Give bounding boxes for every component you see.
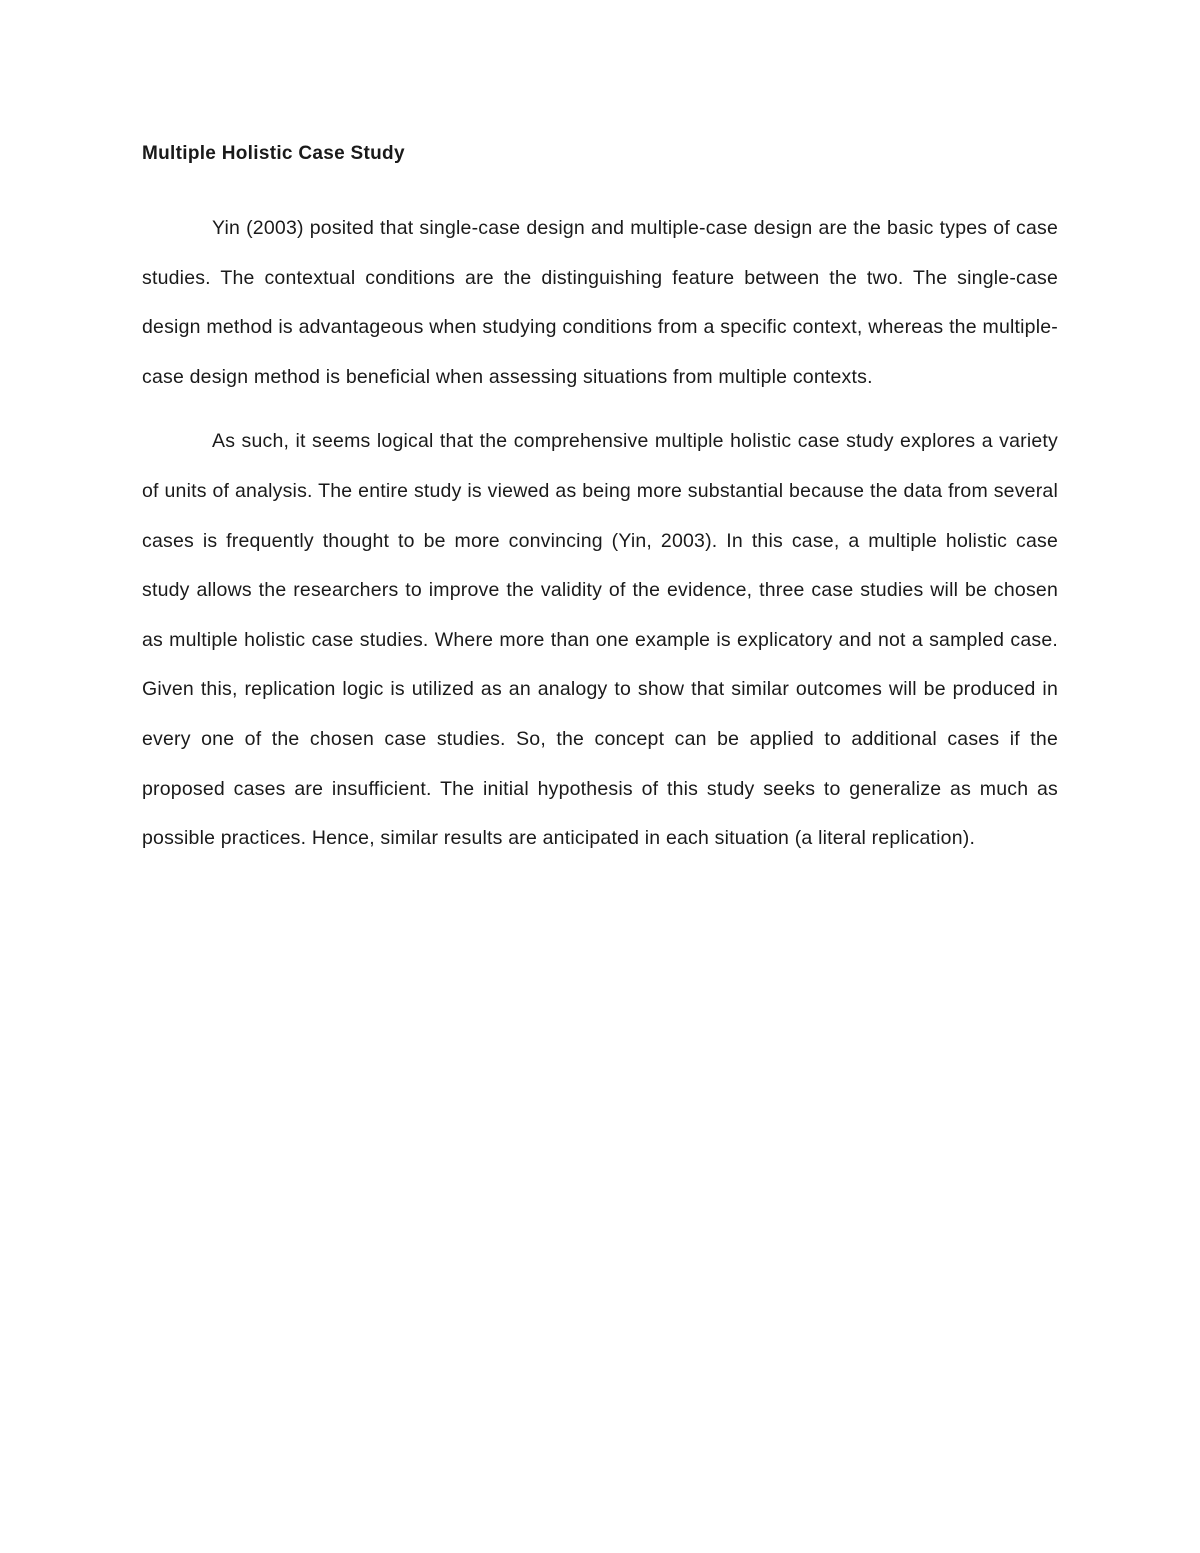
paragraph-1: Yin (2003) posited that single-case design and multiple-case design are the basic types of case studies. The contextual conditions are the distinguishing feature between the two. The single-case design method is advantageous when studying conditions from a specific context, whereas the multiple-case design method is beneficial when assessing situations from multiple contexts. bbox=[142, 217, 1058, 388]
document-title: Multiple Holistic Case Study bbox=[142, 143, 405, 164]
paragraph-2: As such, it seems logical that the comprehensive multiple holistic case study explores a variety of units of analysis. The entire study is viewed as being more substantial because the data from several cases is frequently thought to be more convincing (Yin, 2003). In this case, a multiple holistic case study allows the researchers to improve the validity of the evidence, three case studies will be chosen as multiple holistic case studies. Where more than one example is explicatory and not a sampled case. Given this, replication logic is utilized as an analogy to show that similar outcomes will be produced in every one of the chosen case studies. So, the concept can be applied to additional cases if the proposed cases are insufficient. The initial hypothesis of this study seeks to generalize as much as possible practices. Hence, similar results are anticipated in each situation (a literal replication). bbox=[142, 430, 1058, 850]
document-body bbox=[142, 140, 1058, 864]
